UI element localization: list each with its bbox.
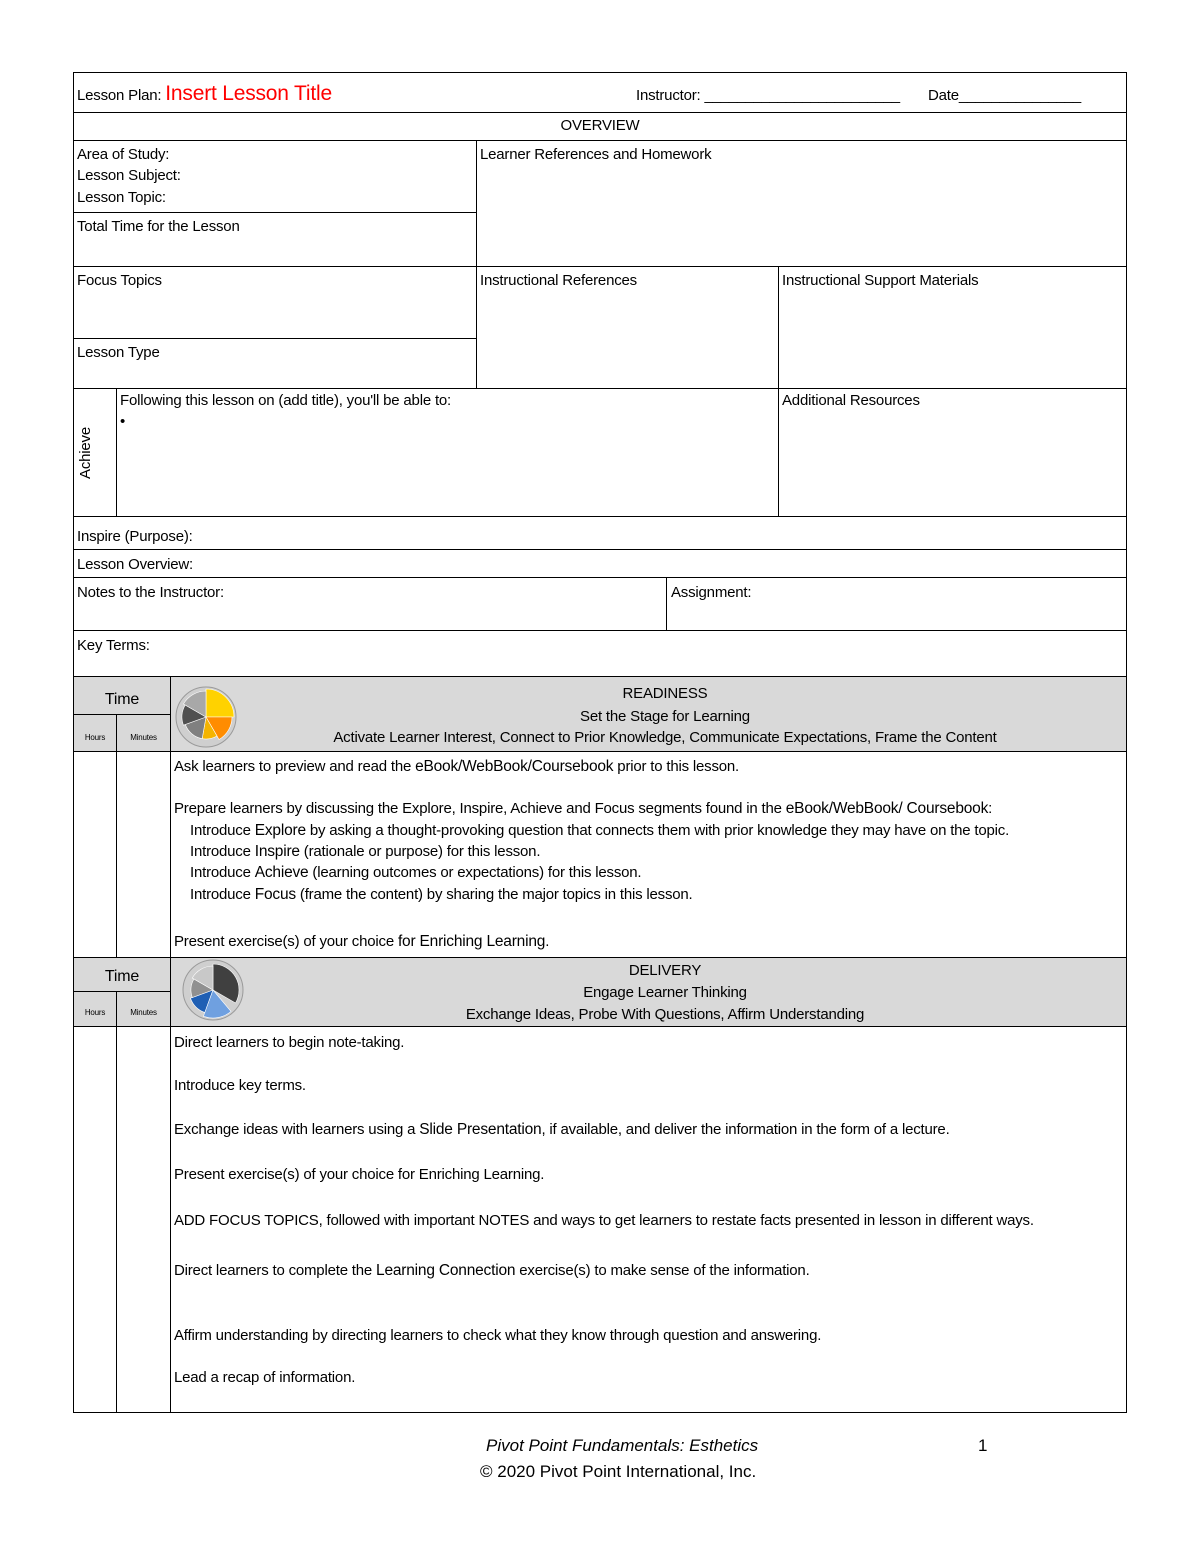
keyword: Focus — [254, 886, 296, 903]
learning-connection: Learning Connection — [376, 1262, 516, 1279]
readiness-line-prepare — [174, 800, 992, 818]
keyword: for Enriching Learning — [397, 933, 546, 950]
rule — [170, 957, 171, 1413]
inspire-purpose[interactable]: Inspire (Purpose): — [77, 528, 193, 545]
rule — [116, 991, 117, 1413]
rule — [116, 388, 117, 516]
delivery-line-recap: Lead a recap of information. — [174, 1369, 356, 1386]
date-line: _______________ — [958, 87, 1082, 104]
rule — [73, 957, 1127, 958]
overview-title: OVERVIEW — [560, 117, 640, 134]
lesson-subject[interactable]: Lesson Subject: — [77, 167, 181, 184]
readiness-time-label: Time — [104, 691, 140, 708]
delivery-subtitle: Engage Learner Thinking — [583, 984, 747, 1001]
text: (learning outcomes or expectations) for this lesson. — [308, 864, 642, 881]
delivery-line-learning-connection — [174, 1262, 810, 1280]
achieve-vertical-label: Achieve — [77, 427, 94, 479]
delivery-line-key-terms: Introduce key terms. — [174, 1077, 306, 1094]
keyword: Explore — [254, 822, 306, 839]
rule — [73, 338, 476, 339]
focus-topics[interactable]: Focus Topics — [77, 272, 162, 289]
delivery-minutes-label: Minutes — [130, 1008, 157, 1017]
achieve-intro[interactable]: Following this lesson on (add title), you'll be able to: — [120, 392, 452, 409]
delivery-line-present: Present exercise(s) of your choice for Enriching Learning. — [174, 1166, 545, 1183]
date-field[interactable] — [928, 87, 1081, 105]
area-of-study[interactable]: Area of Study: — [77, 146, 170, 163]
additional-resources[interactable]: Additional Resources — [782, 392, 920, 409]
readiness-description: Activate Learner Interest, Connect to Prior Knowledge, Communicate Expectations, Frame the Content — [333, 729, 997, 746]
readiness-hours-label: Hours — [84, 733, 106, 742]
rule — [73, 549, 1127, 550]
lesson-title[interactable]: Insert Lesson Title — [165, 82, 332, 105]
text: Introduce — [190, 864, 255, 881]
instructional-references[interactable]: Instructional References — [480, 272, 637, 289]
key-terms[interactable]: Key Terms: — [77, 637, 150, 654]
total-time[interactable]: Total Time for the Lesson — [77, 218, 240, 235]
keyword: Inspire — [254, 843, 300, 860]
readiness-title: READINESS — [622, 685, 708, 702]
lesson-type[interactable]: Lesson Type — [77, 344, 160, 361]
text: , if available, and deliver the information in the form of a lecture. — [541, 1121, 950, 1138]
text: Present exercise(s) of your choice — [174, 933, 398, 950]
rule — [476, 140, 477, 388]
slide-presentation: Slide Presentation — [419, 1121, 542, 1138]
lesson-plan-label: Lesson Plan: — [77, 87, 162, 104]
text: . — [545, 933, 550, 950]
rule — [73, 1412, 1127, 1413]
rule — [73, 388, 1127, 389]
text: , followed with important NOTES and ways to get learners to restate facts presented in lesson in different ways. — [318, 1212, 1034, 1229]
readiness-line-achieve — [190, 864, 641, 882]
rule — [73, 676, 1127, 677]
rule — [73, 266, 1127, 267]
assignment[interactable]: Assignment: — [671, 584, 752, 601]
rule — [666, 577, 667, 630]
rule — [73, 72, 1127, 73]
readiness-line-explore — [190, 822, 1009, 840]
rule — [73, 516, 1127, 517]
delivery-time-label: Time — [104, 968, 140, 985]
achieve-bullet[interactable]: • — [120, 413, 126, 430]
readiness-line-focus — [190, 886, 693, 904]
delivery-title: DELIVERY — [628, 962, 702, 979]
text: Introduce — [190, 886, 255, 903]
lesson-plan-header — [77, 82, 332, 105]
text: ADD FOCUS TOPICS — [174, 1212, 319, 1229]
date-label: Date — [928, 87, 959, 104]
text: Prepare learners by discussing the Explore, Inspire, Achieve and Focus segments found in the — [174, 800, 786, 817]
delivery-description: Exchange Ideas, Probe With Questions, Affirm Understanding — [465, 1006, 865, 1023]
text: Introduce — [190, 822, 255, 839]
text: (frame the content) by sharing the major topics in this lesson. — [295, 886, 693, 903]
readiness-line-preview — [174, 758, 739, 776]
ebook-reference: eBook/WebBook/ Coursebook — [785, 800, 989, 817]
footer-copyright: © 2020 Pivot Point International, Inc. — [480, 1462, 757, 1481]
text: Introduce — [190, 843, 255, 860]
ebook-reference: eBook/WebBook/Coursebook — [415, 758, 614, 775]
instructor-field[interactable] — [636, 87, 900, 105]
text: Ask learners to preview and read the — [174, 758, 416, 775]
keyword: Achieve — [254, 864, 309, 881]
readiness-line-inspire — [190, 843, 540, 861]
lesson-topic[interactable]: Lesson Topic: — [77, 189, 166, 206]
delivery-line-focus-topics — [174, 1212, 1034, 1230]
delivery-line-affirm: Affirm understanding by directing learners to check what they know through question and answering. — [174, 1327, 822, 1344]
rule — [73, 112, 1127, 113]
rule — [778, 266, 779, 516]
rule — [73, 212, 476, 213]
rule — [73, 991, 170, 992]
notes-to-instructor[interactable]: Notes to the Instructor: — [77, 584, 224, 601]
rule — [73, 1026, 1127, 1027]
footer-page-number: 1 — [978, 1436, 988, 1455]
delivery-line-exchange — [174, 1121, 950, 1139]
rule — [73, 140, 1127, 141]
rule — [116, 714, 117, 957]
learner-references[interactable]: Learner References and Homework — [480, 146, 712, 163]
rule — [73, 714, 170, 715]
text: exercise(s) to make sense of the information. — [515, 1262, 810, 1279]
readiness-minutes-label: Minutes — [130, 733, 157, 742]
rule — [73, 630, 1127, 631]
readiness-line-present — [174, 933, 549, 951]
delivery-line-note-taking: Direct learners to begin note-taking. — [174, 1034, 405, 1051]
text: (rationale or purpose) for this lesson. — [299, 843, 541, 860]
text: by asking a thought-provoking question that connects them with prior knowledge they may have on the topic. — [305, 822, 1010, 839]
rule — [73, 751, 1127, 752]
instructional-support-materials[interactable]: Instructional Support Materials — [782, 272, 979, 289]
text: : — [988, 800, 993, 817]
rule — [73, 577, 1127, 578]
footer-book-title: Pivot Point Fundamentals: Esthetics — [486, 1436, 759, 1455]
text: Direct learners to complete the — [174, 1262, 377, 1279]
text: Exchange ideas with learners using a — [174, 1121, 420, 1138]
instructor-label: Instructor: ________________________ — [636, 87, 900, 104]
lesson-overview[interactable]: Lesson Overview: — [77, 556, 194, 573]
readiness-subtitle: Set the Stage for Learning — [580, 708, 750, 725]
delivery-hours-label: Hours — [84, 1008, 106, 1017]
text: prior to this lesson. — [613, 758, 739, 775]
